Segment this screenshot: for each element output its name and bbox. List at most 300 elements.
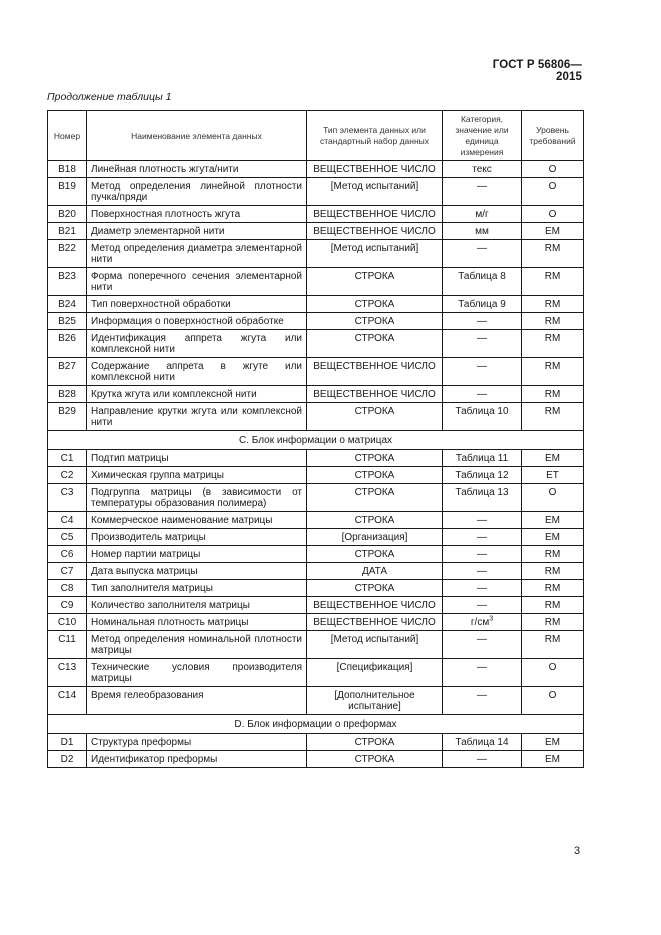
row-number [48, 178, 87, 206]
section-d-title: D. Блок информации о преформах [48, 715, 584, 734]
data-type [307, 631, 443, 659]
data-type-text: ВЕЩЕСТВЕННОЕ ЧИСЛО [313, 164, 436, 175]
requirement-level [522, 450, 584, 467]
requirement-level-text: RM [544, 299, 561, 310]
requirement-level-text: RM [544, 617, 561, 628]
element-name [87, 751, 307, 768]
category-value-text: Таблица 11 [455, 453, 509, 464]
element-name [87, 161, 307, 178]
element-name [87, 178, 307, 206]
column-header-number: Номер [48, 111, 87, 161]
element-name-text: Крутка жгута или комплексной нити [91, 389, 257, 400]
row-number [48, 512, 87, 529]
data-type-text: СТРОКА [354, 583, 395, 594]
requirement-level [522, 546, 584, 563]
data-type-text: ВЕЩЕСТВЕННОЕ ЧИСЛО [313, 209, 436, 220]
row-number-text: C2 [60, 470, 74, 481]
row-number-text: D2 [60, 754, 74, 765]
element-name-text: Производитель матрицы [91, 532, 206, 543]
row-number [48, 403, 87, 431]
section-row [48, 715, 584, 734]
category-value [443, 484, 522, 512]
requirement-level [522, 206, 584, 223]
element-name [87, 386, 307, 403]
data-type [307, 563, 443, 580]
element-name-text: Метод определения диаметра элементарной нити [91, 243, 302, 265]
element-name [87, 403, 307, 431]
category-value-text: — [477, 333, 487, 344]
column-header-type: Тип элемента данных или стандартный набор данных [307, 111, 443, 161]
category-value [443, 330, 522, 358]
element-name [87, 450, 307, 467]
element-name [87, 687, 307, 715]
row-number [48, 687, 87, 715]
category-value-text: — [477, 389, 487, 400]
row-number-text: C9 [60, 600, 74, 611]
data-type [307, 268, 443, 296]
row-number-text: B24 [58, 299, 76, 310]
requirement-level-text: RM [544, 243, 561, 254]
data-type [307, 161, 443, 178]
requirement-level [522, 467, 584, 484]
element-name [87, 330, 307, 358]
element-name-text: Подтип матрицы [91, 453, 169, 464]
category-value [443, 178, 522, 206]
data-type [307, 512, 443, 529]
category-value-text: Таблица 12 [455, 470, 509, 481]
requirement-level-text: RM [544, 333, 561, 344]
column-header-category: Категория, значение или единица измерения [443, 111, 522, 161]
data-type [307, 386, 443, 403]
category-value-text: — [477, 634, 487, 645]
category-value [443, 580, 522, 597]
element-name [87, 358, 307, 386]
category-value [443, 240, 522, 268]
requirement-level-text: EM [545, 754, 560, 765]
data-type [307, 484, 443, 512]
data-type [307, 751, 443, 768]
requirement-level-text: RM [544, 406, 561, 417]
data-type-text: ВЕЩЕСТВЕННОЕ ЧИСЛО [313, 617, 436, 628]
section-c-title: C. Блок информации о матрицах [48, 431, 584, 450]
category-value-text: Таблица 10 [455, 406, 509, 417]
data-type [307, 614, 443, 631]
category-value-text: — [477, 316, 487, 327]
requirement-level [522, 687, 584, 715]
category-value [443, 358, 522, 386]
element-name-text: Идентификатор преформы [91, 754, 218, 765]
row-number-text: C1 [60, 453, 74, 464]
data-type [307, 467, 443, 484]
category-value [443, 467, 522, 484]
element-name-text: Коммерческое наименование матрицы [91, 515, 273, 526]
element-name-text: Количество заполнителя матрицы [91, 600, 250, 611]
category-value-text: Таблица 8 [458, 271, 506, 282]
row-number-text: C3 [60, 487, 74, 498]
data-type-text: [Спецификация] [336, 662, 413, 673]
requirement-level-text: EM [545, 453, 560, 464]
table-row [48, 597, 584, 614]
row-number [48, 597, 87, 614]
table-row [48, 563, 584, 580]
data-type [307, 358, 443, 386]
data-type-text: СТРОКА [354, 271, 395, 282]
requirement-level [522, 178, 584, 206]
table-row [48, 268, 584, 296]
data-type [307, 659, 443, 687]
category-value-text: — [477, 515, 487, 526]
row-number-text: B22 [58, 243, 76, 254]
requirement-level-text: EM [545, 532, 560, 543]
requirement-level-text: RM [544, 549, 561, 560]
row-number-text: B26 [58, 333, 76, 344]
data-type-text: [Дополнительное испытание] [334, 690, 415, 712]
element-name [87, 580, 307, 597]
category-value-text: — [477, 181, 487, 192]
table-row [48, 358, 584, 386]
table-row [48, 631, 584, 659]
requirement-level [522, 614, 584, 631]
requirement-level-text: RM [544, 583, 561, 594]
table-row [48, 450, 584, 467]
category-value [443, 296, 522, 313]
row-number [48, 386, 87, 403]
element-name [87, 631, 307, 659]
section-row [48, 431, 584, 450]
element-name-text: Линейная плотность жгута/нити [91, 164, 239, 175]
element-name-text: Тип поверхностной обработки [91, 299, 231, 310]
row-number [48, 751, 87, 768]
row-number-text: B19 [58, 181, 76, 192]
block-d-rows [48, 734, 584, 768]
row-number [48, 223, 87, 240]
element-name-text: Номинальная плотность матрицы [91, 617, 249, 628]
data-type [307, 178, 443, 206]
element-name-text: Метод определения линейной плотности пучка/пряди [91, 181, 302, 203]
category-value-text: — [477, 600, 487, 611]
requirement-level-text: EM [545, 226, 560, 237]
table-row [48, 313, 584, 330]
data-type-text: [Метод испытаний] [330, 181, 419, 192]
element-name-text: Номер партии матрицы [91, 549, 201, 560]
category-value [443, 386, 522, 403]
data-type [307, 206, 443, 223]
data-type [307, 580, 443, 597]
category-value-text: — [477, 690, 487, 701]
block-b-rows [48, 161, 584, 431]
data-type-text: ВЕЩЕСТВЕННОЕ ЧИСЛО [313, 389, 436, 400]
page-number: 3 [574, 845, 581, 857]
category-value-text: — [477, 583, 487, 594]
requirement-level [522, 751, 584, 768]
row-number [48, 631, 87, 659]
requirement-level [522, 512, 584, 529]
category-value [443, 403, 522, 431]
category-value [443, 161, 522, 178]
row-number-text: B25 [58, 316, 76, 327]
category-value [443, 223, 522, 240]
row-number [48, 296, 87, 313]
data-type-text: СТРОКА [354, 487, 395, 498]
category-value-text: — [477, 754, 487, 765]
row-number [48, 240, 87, 268]
table-caption: Продолжение таблицы 1 [47, 91, 172, 103]
document-code: ГОСТ Р 56806—2015 [492, 59, 582, 83]
element-name [87, 734, 307, 751]
element-name [87, 223, 307, 240]
row-number-text: C11 [58, 634, 76, 645]
data-type-text: ВЕЩЕСТВЕННОЕ ЧИСЛО [313, 226, 436, 237]
block-c-rows [48, 450, 584, 715]
requirement-level [522, 240, 584, 268]
requirement-level-text: RM [544, 634, 561, 645]
data-type [307, 403, 443, 431]
category-value [443, 659, 522, 687]
table-row [48, 484, 584, 512]
category-value-text: Таблица 13 [455, 487, 509, 498]
category-value-text: — [477, 566, 487, 577]
element-name [87, 512, 307, 529]
element-name [87, 484, 307, 512]
data-type [307, 597, 443, 614]
row-number-text: C4 [60, 515, 74, 526]
requirement-level [522, 631, 584, 659]
row-number-text: B20 [58, 209, 76, 220]
element-name [87, 529, 307, 546]
data-type [307, 330, 443, 358]
category-value-text: м/г [475, 209, 489, 220]
requirement-level-text: RM [544, 361, 561, 372]
section-d [48, 715, 584, 734]
element-name-text: Диаметр элементарной нити [91, 226, 225, 237]
data-type-text: СТРОКА [354, 470, 395, 481]
row-number [48, 268, 87, 296]
table-row [48, 529, 584, 546]
row-number [48, 580, 87, 597]
row-number [48, 313, 87, 330]
table-row [48, 240, 584, 268]
requirement-level-text: O [548, 209, 557, 220]
table-row [48, 546, 584, 563]
category-value [443, 268, 522, 296]
data-type [307, 529, 443, 546]
category-value [443, 563, 522, 580]
row-number-text: C5 [60, 532, 74, 543]
requirement-level-text: ET [546, 470, 559, 481]
category-value-text: — [477, 532, 487, 543]
element-name-text: Тип заполнителя матрицы [91, 583, 213, 594]
element-name-text: Поверхностная плотность жгута [91, 209, 241, 220]
data-type-text: СТРОКА [354, 299, 395, 310]
data-elements-table [47, 110, 584, 768]
row-number [48, 484, 87, 512]
element-name-text: Идентификация аппрета жгута или комплексной нити [91, 333, 302, 355]
table-row [48, 751, 584, 768]
category-value-text: — [477, 361, 487, 372]
row-number [48, 450, 87, 467]
table-row [48, 296, 584, 313]
requirement-level [522, 563, 584, 580]
element-name [87, 268, 307, 296]
row-number-text: B27 [58, 361, 76, 372]
row-number-text: B28 [58, 389, 76, 400]
table-row [48, 659, 584, 687]
element-name [87, 467, 307, 484]
row-number-text: B29 [58, 406, 76, 417]
element-name [87, 659, 307, 687]
element-name-text: Направление крутки жгута или комплексной нити [91, 406, 302, 428]
category-value [443, 631, 522, 659]
table-row [48, 614, 584, 631]
category-value [443, 751, 522, 768]
data-type-text: [Организация] [341, 532, 408, 543]
element-name [87, 614, 307, 631]
column-header-level: Уровень требований [522, 111, 584, 161]
element-name-text: Информация о поверхностной обработке [91, 316, 284, 327]
data-type [307, 296, 443, 313]
column-header-name: Наименование элемента данных [87, 111, 307, 161]
requirement-level [522, 529, 584, 546]
element-name-text: Технические условия производителя матрицы [91, 662, 302, 684]
data-type-text: СТРОКА [354, 515, 395, 526]
category-value [443, 450, 522, 467]
category-value-text: Таблица 9 [458, 299, 506, 310]
table-row [48, 161, 584, 178]
requirement-level-text: O [548, 181, 557, 192]
table-row [48, 330, 584, 358]
table-row [48, 580, 584, 597]
data-type [307, 313, 443, 330]
requirement-level [522, 403, 584, 431]
requirement-level-text: RM [544, 566, 561, 577]
unit-exponent: 3 [489, 615, 494, 623]
row-number [48, 614, 87, 631]
row-number-text: C13 [57, 662, 77, 673]
table-header-row [48, 111, 584, 161]
category-value-text: — [477, 662, 487, 673]
row-number-text: C14 [57, 690, 77, 701]
data-type-text: ДАТА [361, 566, 388, 577]
requirement-level-text: RM [544, 271, 561, 282]
category-value-text: — [477, 549, 487, 560]
requirement-level-text: EM [545, 737, 560, 748]
row-number-text: B18 [58, 164, 76, 175]
element-name [87, 206, 307, 223]
element-name [87, 313, 307, 330]
row-number [48, 563, 87, 580]
row-number [48, 358, 87, 386]
row-number [48, 206, 87, 223]
category-value [443, 512, 522, 529]
requirement-level [522, 296, 584, 313]
requirement-level [522, 161, 584, 178]
data-type [307, 223, 443, 240]
row-number [48, 529, 87, 546]
data-type-text: СТРОКА [354, 549, 395, 560]
requirement-level [522, 386, 584, 403]
category-value [443, 546, 522, 563]
requirement-level-text: EM [545, 515, 560, 526]
data-type [307, 687, 443, 715]
requirement-level-text: RM [544, 600, 561, 611]
element-name-text: Содержание аппрета в жгуте или комплексной нити [91, 361, 302, 383]
data-type-text: СТРОКА [354, 316, 395, 327]
requirement-level [522, 223, 584, 240]
data-type [307, 240, 443, 268]
requirement-level-text: O [548, 164, 557, 175]
requirement-level [522, 597, 584, 614]
category-value [443, 597, 522, 614]
requirement-level [522, 330, 584, 358]
data-type-text: [Метод испытаний] [330, 634, 419, 645]
table-row [48, 206, 584, 223]
data-type-text: ВЕЩЕСТВЕННОЕ ЧИСЛО [313, 600, 436, 611]
category-value-text: мм [475, 226, 489, 237]
table-row [48, 223, 584, 240]
element-name-text: Время гелеобразования [91, 690, 204, 701]
element-name-text: Дата выпуска матрицы [91, 566, 198, 577]
requirement-level [522, 358, 584, 386]
requirement-level [522, 734, 584, 751]
data-type-text: СТРОКА [354, 333, 395, 344]
requirement-level [522, 484, 584, 512]
element-name-text: Форма поперечного сечения элементарной нити [91, 271, 302, 293]
table-row [48, 512, 584, 529]
requirement-level [522, 313, 584, 330]
row-number [48, 330, 87, 358]
data-type-text: [Метод испытаний] [330, 243, 419, 254]
category-value [443, 614, 522, 631]
category-value [443, 313, 522, 330]
category-value-text: г/см [470, 617, 490, 628]
requirement-level-text: O [548, 487, 557, 498]
requirement-level-text: RM [544, 389, 561, 400]
category-value [443, 529, 522, 546]
data-type-text: СТРОКА [354, 754, 395, 765]
element-name [87, 597, 307, 614]
row-number [48, 467, 87, 484]
element-name-text: Метод определения номинальной плотности матрицы [91, 634, 302, 656]
row-number-text: B21 [58, 226, 76, 237]
data-type-text: СТРОКА [354, 737, 395, 748]
data-type [307, 546, 443, 563]
row-number-text: C7 [60, 566, 74, 577]
category-value-text: текс [472, 164, 492, 175]
row-number-text: B23 [58, 271, 76, 282]
requirement-level-text: O [548, 662, 557, 673]
element-name-text: Химическая группа матрицы [91, 470, 224, 481]
table-row [48, 403, 584, 431]
row-number [48, 161, 87, 178]
table-row [48, 734, 584, 751]
row-number-text: C6 [60, 549, 74, 560]
section-c [48, 431, 584, 450]
row-number-text: D1 [60, 737, 74, 748]
data-type-text: СТРОКА [354, 406, 395, 417]
requirement-level [522, 580, 584, 597]
requirement-level-text: RM [544, 316, 561, 327]
category-value [443, 687, 522, 715]
data-type-text: ВЕЩЕСТВЕННОЕ ЧИСЛО [313, 361, 436, 372]
category-value-text: Таблица 14 [455, 737, 509, 748]
row-number [48, 734, 87, 751]
row-number [48, 659, 87, 687]
row-number-text: C8 [60, 583, 74, 594]
table-row [48, 687, 584, 715]
row-number-text: C10 [57, 617, 77, 628]
table-row [48, 467, 584, 484]
element-name [87, 563, 307, 580]
